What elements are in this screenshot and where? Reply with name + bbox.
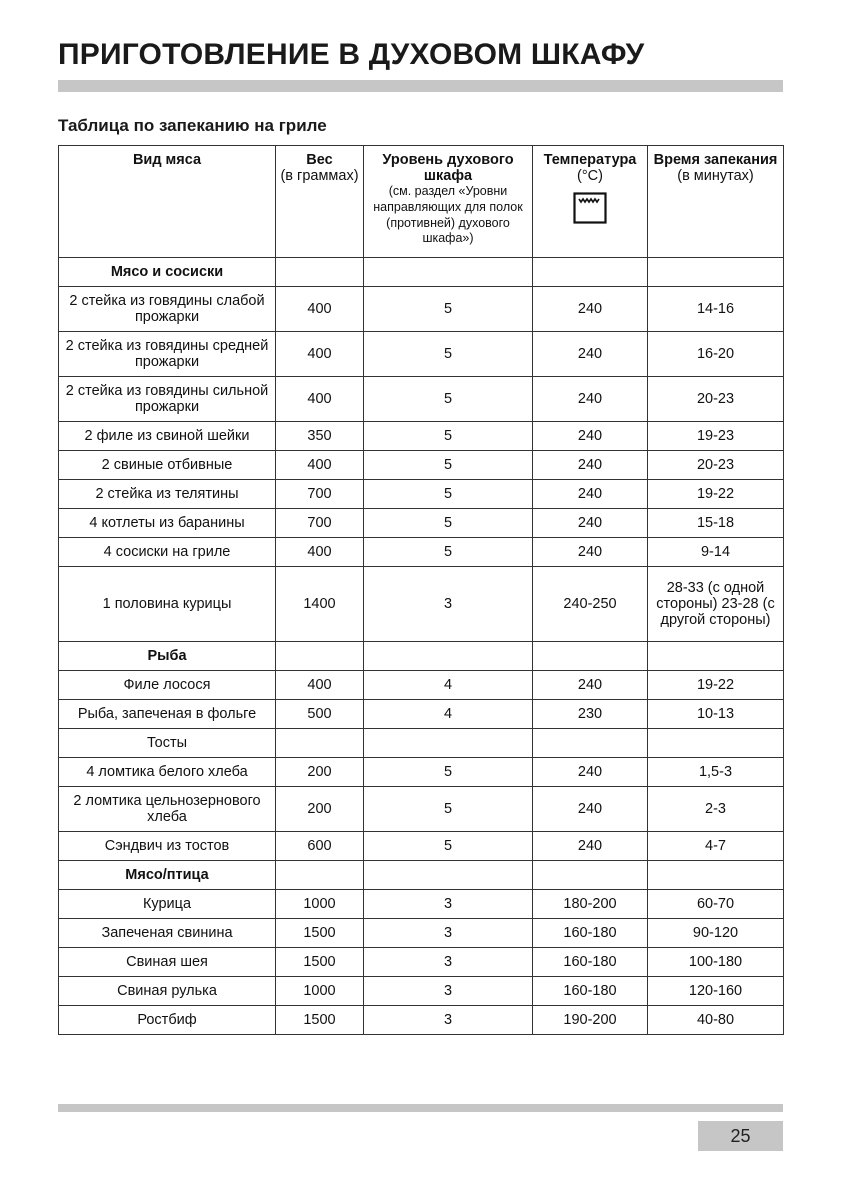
section-label: Рыба (59, 642, 276, 671)
cell-weight: 400 (276, 671, 364, 700)
cell-temperature: 240 (533, 332, 648, 377)
cell-weight: 1500 (276, 948, 364, 977)
empty-cell (648, 642, 784, 671)
cell-oven-level: 3 (364, 890, 533, 919)
cell-meat-type: 2 ломтика цельнозернового хлеба (59, 787, 276, 832)
cell-oven-level: 4 (364, 700, 533, 729)
cell-meat-type: Рыба, запеченая в фольге (59, 700, 276, 729)
cell-oven-level: 5 (364, 451, 533, 480)
cell-oven-level: 3 (364, 1006, 533, 1035)
cell-cooking-time: 19-23 (648, 422, 784, 451)
cell-cooking-time: 100-180 (648, 948, 784, 977)
header-cooking-time-unit: (в минутах) (677, 168, 754, 185)
cell-meat-type: 4 котлеты из баранины (59, 509, 276, 538)
header-oven-level (364, 146, 533, 258)
cell-oven-level: 5 (364, 509, 533, 538)
cell-weight: 1400 (276, 567, 364, 642)
header-temperature-label: Температура (543, 152, 637, 168)
header-oven-level-label: Уровень духового шкафа (382, 152, 514, 185)
empty-cell (364, 258, 533, 287)
table-row (59, 948, 784, 977)
cell-temperature: 240 (533, 758, 648, 787)
cell-meat-type: 2 свиные отбивные (59, 451, 276, 480)
cell-temperature: 160-180 (533, 977, 648, 1006)
empty-cell (533, 861, 648, 890)
cell-oven-level: 5 (364, 332, 533, 377)
cell-weight: 1500 (276, 919, 364, 948)
cell-meat-type: 2 стейка из телятины (59, 480, 276, 509)
table-row (59, 567, 784, 642)
cell-oven-level: 3 (364, 948, 533, 977)
cell-oven-level: 5 (364, 480, 533, 509)
section-row (59, 642, 784, 671)
cell-meat-type: Свиная рулька (59, 977, 276, 1006)
cell-temperature: 160-180 (533, 948, 648, 977)
cell-meat-type: 4 ломтика белого хлеба (59, 758, 276, 787)
cell-cooking-time: 120-160 (648, 977, 784, 1006)
cell-cooking-time: 1,5-3 (648, 758, 784, 787)
cell-temperature: 240 (533, 671, 648, 700)
cell-cooking-time: 90-120 (648, 919, 784, 948)
empty-cell (364, 729, 533, 758)
cell-temperature: 240 (533, 422, 648, 451)
cell-oven-level: 4 (364, 671, 533, 700)
oven-grill-icon (573, 192, 607, 224)
section-label: Мясо и сосиски (59, 258, 276, 287)
cell-cooking-time: 19-22 (648, 480, 784, 509)
header-weight-label: Вес (306, 152, 333, 168)
cell-temperature: 230 (533, 700, 648, 729)
cell-cooking-time: 19-22 (648, 671, 784, 700)
title-divider (58, 80, 783, 92)
cell-cooking-time: 2-3 (648, 787, 784, 832)
cell-cooking-time: 9-14 (648, 538, 784, 567)
cell-weight: 500 (276, 700, 364, 729)
cell-cooking-time: 20-23 (648, 377, 784, 422)
cell-weight: 200 (276, 787, 364, 832)
table-row (59, 422, 784, 451)
header-meat-type-label: Вид мяса (132, 152, 202, 168)
table-header-row (59, 146, 784, 258)
cell-meat-type: Запеченая свинина (59, 919, 276, 948)
table-row (59, 832, 784, 861)
empty-cell (276, 258, 364, 287)
section-row (59, 258, 784, 287)
header-meat-type (59, 146, 276, 258)
cell-weight: 400 (276, 287, 364, 332)
cell-cooking-time: 14-16 (648, 287, 784, 332)
cell-temperature: 240 (533, 451, 648, 480)
table-row (59, 509, 784, 538)
empty-cell (648, 729, 784, 758)
section-row (59, 861, 784, 890)
empty-cell (364, 861, 533, 890)
cell-temperature: 240 (533, 377, 648, 422)
cell-oven-level: 5 (364, 787, 533, 832)
cell-temperature: 240-250 (533, 567, 648, 642)
cell-temperature: 240 (533, 538, 648, 567)
cell-temperature: 160-180 (533, 919, 648, 948)
cell-oven-level: 5 (364, 832, 533, 861)
empty-cell (533, 729, 648, 758)
cell-weight: 350 (276, 422, 364, 451)
table-row (59, 480, 784, 509)
table-body (59, 258, 784, 1035)
cell-cooking-time: 28-33 (с одной стороны) 23-28 (с другой стороны) (648, 567, 784, 642)
cell-oven-level: 5 (364, 422, 533, 451)
cell-weight: 1000 (276, 977, 364, 1006)
empty-cell (533, 258, 648, 287)
footer-divider (58, 1104, 783, 1112)
empty-cell (364, 642, 533, 671)
empty-cell (533, 642, 648, 671)
header-cooking-time-label: Время запекания (653, 152, 778, 168)
cell-temperature: 240 (533, 509, 648, 538)
section-row (59, 729, 784, 758)
cell-temperature: 180-200 (533, 890, 648, 919)
table-row (59, 538, 784, 567)
empty-cell (648, 258, 784, 287)
header-weight (276, 146, 364, 258)
cell-cooking-time: 16-20 (648, 332, 784, 377)
table-row (59, 1006, 784, 1035)
cell-meat-type: Курица (59, 890, 276, 919)
table-row (59, 332, 784, 377)
table-title: Таблица по запеканию на гриле (58, 116, 327, 135)
cell-cooking-time: 4-7 (648, 832, 784, 861)
cell-cooking-time: 40-80 (648, 1006, 784, 1035)
cell-cooking-time: 15-18 (648, 509, 784, 538)
cell-meat-type: Филе лосося (59, 671, 276, 700)
cell-meat-type: 2 стейка из говядины средней прожарки (59, 332, 276, 377)
cell-meat-type: 2 стейка из говядины слабой прожарки (59, 287, 276, 332)
cell-cooking-time: 20-23 (648, 451, 784, 480)
page-title: ПРИГОТОВЛЕНИЕ В ДУХОВОМ ШКАФУ (58, 38, 645, 71)
empty-cell (276, 861, 364, 890)
table-row (59, 377, 784, 422)
table-row (59, 919, 784, 948)
cell-weight: 400 (276, 538, 364, 567)
table-row (59, 287, 784, 332)
cell-oven-level: 5 (364, 758, 533, 787)
empty-cell (276, 729, 364, 758)
cell-meat-type: 4 сосиски на гриле (59, 538, 276, 567)
cell-temperature: 240 (533, 287, 648, 332)
table-row (59, 890, 784, 919)
table-row (59, 671, 784, 700)
cell-weight: 1000 (276, 890, 364, 919)
cell-cooking-time: 10-13 (648, 700, 784, 729)
cell-temperature: 240 (533, 787, 648, 832)
empty-cell (276, 642, 364, 671)
cell-weight: 600 (276, 832, 364, 861)
cell-oven-level: 3 (364, 567, 533, 642)
grill-table (58, 145, 784, 1035)
header-temperature (533, 146, 648, 258)
cell-temperature: 240 (533, 832, 648, 861)
cell-weight: 400 (276, 332, 364, 377)
cell-oven-level: 5 (364, 377, 533, 422)
header-cooking-time (648, 146, 784, 258)
cell-oven-level: 3 (364, 977, 533, 1006)
cell-oven-level: 5 (364, 538, 533, 567)
table-row (59, 451, 784, 480)
header-oven-level-note: (см. раздел «Уровни направляющих для полок (противней) духового шкафа») (373, 184, 523, 246)
header-temperature-unit: (°C) (577, 168, 603, 185)
cell-meat-type: 2 филе из свиной шейки (59, 422, 276, 451)
cell-temperature: 240 (533, 480, 648, 509)
cell-temperature: 190-200 (533, 1006, 648, 1035)
cell-weight: 400 (276, 377, 364, 422)
table-row (59, 977, 784, 1006)
cell-oven-level: 3 (364, 919, 533, 948)
cell-meat-type: Свиная шея (59, 948, 276, 977)
cell-cooking-time: 60-70 (648, 890, 784, 919)
cell-weight: 400 (276, 451, 364, 480)
page-number-box (698, 1121, 783, 1151)
section-label: Мясо/птица (59, 861, 276, 890)
cell-meat-type: Ростбиф (59, 1006, 276, 1035)
cell-weight: 200 (276, 758, 364, 787)
cell-meat-type: Сэндвич из тостов (59, 832, 276, 861)
section-label: Тосты (59, 729, 276, 758)
table-row (59, 758, 784, 787)
cell-weight: 700 (276, 480, 364, 509)
empty-cell (648, 861, 784, 890)
cell-oven-level: 5 (364, 287, 533, 332)
table-row (59, 787, 784, 832)
table-row (59, 700, 784, 729)
page-number: 25 (730, 1125, 751, 1146)
cell-weight: 1500 (276, 1006, 364, 1035)
cell-meat-type: 1 половина курицы (59, 567, 276, 642)
header-weight-unit: (в граммах) (280, 168, 359, 185)
cell-weight: 700 (276, 509, 364, 538)
cell-meat-type: 2 стейка из говядины сильной прожарки (59, 377, 276, 422)
